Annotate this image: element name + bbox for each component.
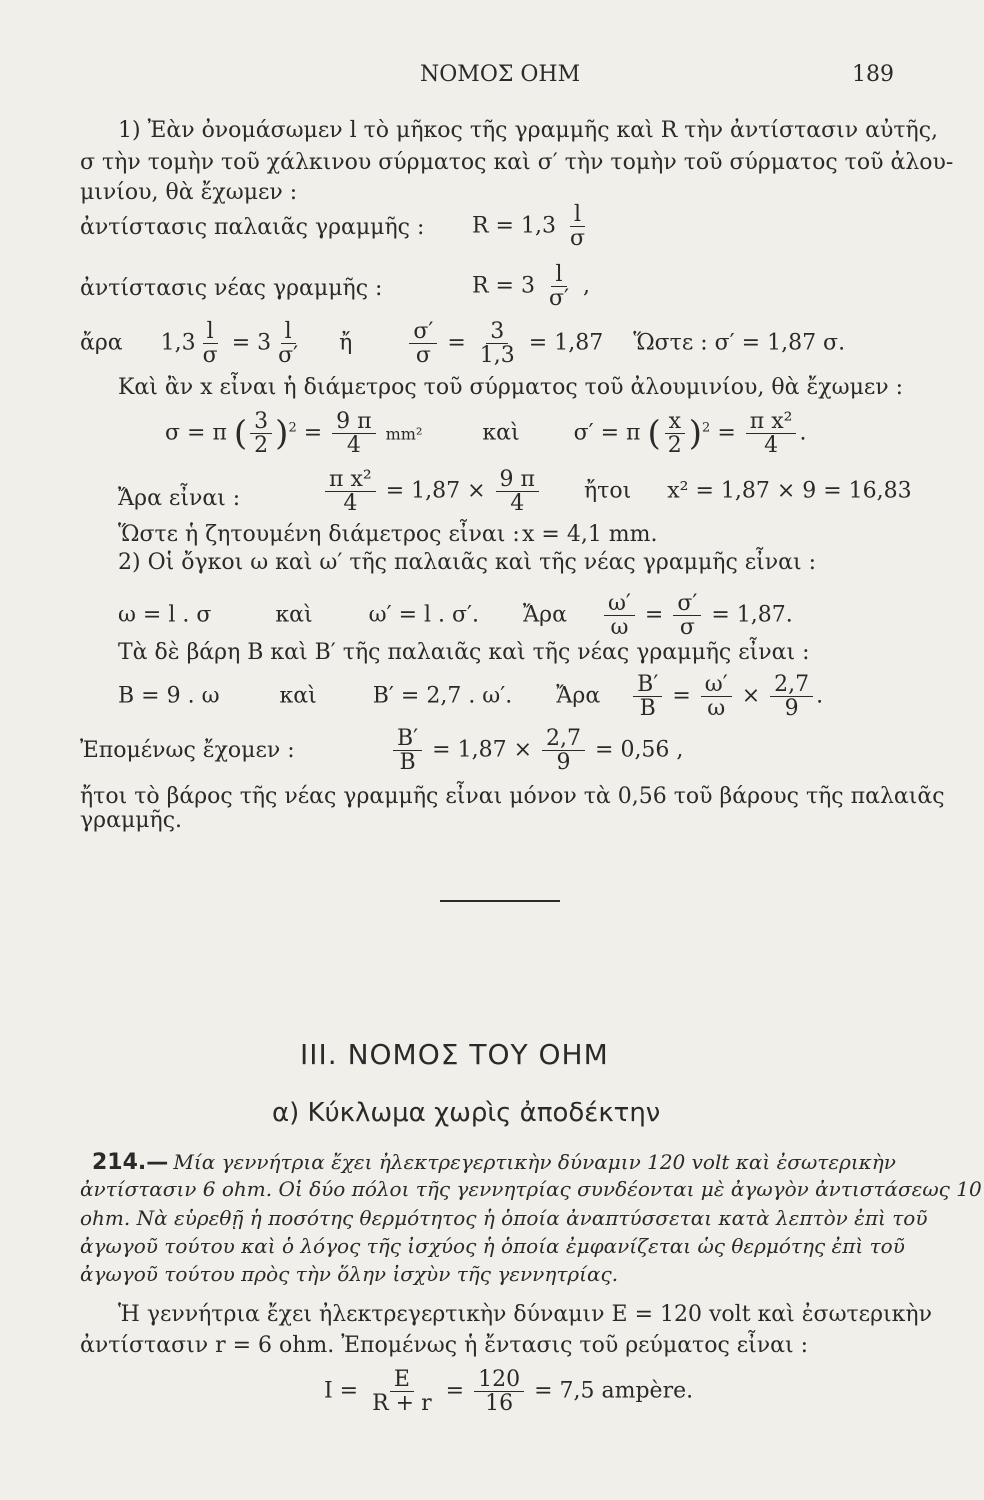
fraction <box>409 320 437 367</box>
fraction <box>746 410 797 457</box>
eq-term: καὶ <box>279 683 317 709</box>
numerator: 120 <box>474 1368 524 1392</box>
fraction <box>199 320 222 367</box>
eq-term: Ὥστε : σ′ = 1,87 σ. <box>633 330 846 356</box>
eq-term: ω′ = l . σ′. <box>368 602 480 628</box>
denominator: σ <box>415 343 431 369</box>
problem-line <box>92 1150 896 1175</box>
numerator: l <box>203 320 218 344</box>
eq-term: = <box>303 420 323 446</box>
text-line: Τὰ δὲ βάρη B καὶ B′ τῆς παλαιᾶς καὶ τῆς νέας γραμμῆς εἶναι : <box>118 640 810 665</box>
denominator: 2 <box>254 433 269 459</box>
eq-term: = 7,5 ampère. <box>534 1378 694 1404</box>
denominator: 9 <box>556 750 571 776</box>
fraction <box>274 320 302 367</box>
numerator: 3 <box>250 410 272 434</box>
text-line: μινίου, θὰ ἔχωμεν : <box>80 180 298 205</box>
numerator: E <box>390 1368 414 1392</box>
running-header-title: ΝΟΜΟΣ ΟΗΜ <box>420 62 581 87</box>
equation-label: Ὥστε ἡ ζητουμένη διάμετρος εἶναι : <box>118 522 520 547</box>
numerator: π x² <box>325 468 376 492</box>
equation-current <box>324 1368 693 1415</box>
fraction <box>701 673 732 720</box>
denominator: B <box>639 696 656 722</box>
fraction <box>393 727 422 774</box>
eq-term: R = 1,3 <box>472 213 556 239</box>
denominator: σ <box>679 615 695 641</box>
eq-term: × <box>741 683 761 709</box>
numerator: x <box>665 410 685 434</box>
unit: mm² <box>385 424 423 444</box>
denominator: 1,3 <box>479 343 515 369</box>
numerator: l <box>281 320 296 344</box>
numerator: 2,7 <box>542 727 585 751</box>
numerator: l <box>551 263 566 287</box>
page-number: 189 <box>852 62 894 87</box>
section-subtitle: α) Κύκλωμα χωρὶς ἀποδέκτην <box>272 1098 661 1128</box>
eq-term: = 3 <box>231 330 272 356</box>
paren-open: ( <box>647 413 661 454</box>
numerator: l <box>570 203 585 227</box>
eq-term: σ = π <box>165 420 227 446</box>
paren-close: ) <box>688 413 703 454</box>
eq-term: = 1,87 <box>528 330 604 356</box>
denominator: 9 <box>784 696 799 722</box>
numerator: ω′ <box>701 673 732 697</box>
section-divider <box>440 900 560 902</box>
text-line: ἤτοι τὸ βάρος τῆς νέας γραμμῆς εἶναι μόνον τὰ 0,56 τοῦ βάρους τῆς παλαιᾶς <box>80 784 945 809</box>
fraction <box>476 320 519 367</box>
exponent: 2 <box>288 420 297 436</box>
fraction <box>664 410 686 457</box>
numerator: 9 π <box>332 410 375 434</box>
denominator: σ <box>202 343 218 369</box>
eq-term: . <box>816 683 824 709</box>
numerator: σ′ <box>409 320 437 344</box>
eq-term: = <box>672 683 691 709</box>
equation-label: Ἐπομένως ἔχομεν : <box>80 738 295 763</box>
text-line: γραμμῆς. <box>80 808 183 833</box>
eq-term: 1,3 <box>160 330 196 356</box>
problem-text: Μία γεννήτρια ἔχει ἠλεκτρεγερτικὴν δύναμιν 120 volt καὶ ἐσωτερικὴν <box>173 1150 896 1174</box>
equation-cross-sections <box>165 410 806 457</box>
equation-volumes <box>118 592 793 639</box>
fraction <box>542 727 585 774</box>
equation-diameter <box>322 468 912 515</box>
numerator: ω′ <box>604 592 635 616</box>
denominator: R + r <box>372 1391 432 1417</box>
eq-term: Ἄρα <box>556 683 601 709</box>
eq-term: = <box>445 1378 465 1404</box>
denominator: σ <box>569 226 586 252</box>
eq-term: ἤ <box>339 330 353 356</box>
denominator: 4 <box>346 433 361 459</box>
denominator: 4 <box>343 491 358 517</box>
denominator: σ′ <box>548 286 569 312</box>
fraction <box>770 673 813 720</box>
denominator: 2 <box>667 433 682 459</box>
eq-term: σ′ = π <box>573 420 641 446</box>
denominator: 4 <box>764 433 779 459</box>
equation-label: ἀντίστασις παλαιᾶς γραμμῆς : <box>80 215 425 240</box>
eq-term: R = 3 <box>472 273 535 299</box>
problem-text: ohm. Νὰ εὑρεθῇ ἡ ποσότης θερμότητος ἡ ὁποία ἀναπτύσσεται κατὰ λεπτὸν ἐπὶ τοῦ <box>80 1206 928 1230</box>
fraction <box>496 468 539 515</box>
denominator: 4 <box>510 491 525 517</box>
numerator: B′ <box>633 673 662 697</box>
eq-term: I = <box>324 1378 359 1404</box>
text-line: Καὶ ἂν x εἶναι ἡ διάμετρος τοῦ σύρματος τοῦ ἀλουμινίου, θὰ ἔχωμεν : <box>118 375 904 400</box>
eq-term: = 1,87 × <box>385 478 486 504</box>
problem-number: 214.— <box>92 1150 169 1175</box>
eq-term: Ἄρα <box>523 602 567 628</box>
text-line: Ἡ γεννήτρια ἔχει ἠλεκτρεγερτικὴν δύναμιν E = 120 volt καὶ ἐσωτερικὴν <box>118 1302 932 1327</box>
denominator: ω <box>610 615 629 641</box>
problem-text: ἀγωγοῦ τούτου καὶ ὁ λόγος τῆς ἰσχύος ἡ ὁποία ἐμφανίζεται ὡς θερμότης ἐπὶ τοῦ <box>80 1234 905 1258</box>
numerator: 2,7 <box>770 673 813 697</box>
fraction <box>545 263 573 310</box>
problem-text: ἀγωγοῦ τούτου πρὸς τὴν ὅλην ἰσχὺν τῆς γεννητρίας. <box>80 1262 619 1286</box>
denominator: B <box>399 750 416 776</box>
section-title: III. ΝΟΜΟΣ ΤΟΥ ΟΗΜ <box>300 1038 609 1071</box>
numerator: 9 π <box>496 468 539 492</box>
text-line: 1) Ἐὰν ὀνομάσωμεν l τὸ μῆκος τῆς γραμμῆς καὶ R τὴν ἀντίστασιν αὐτῆς, <box>118 118 939 143</box>
equation-old-resistance <box>472 203 592 250</box>
eq-term: ἤτοι <box>583 478 632 504</box>
eq-term: καὶ <box>482 420 520 446</box>
eq-term: ω = l . σ <box>118 602 212 628</box>
equation-label: ἀντίστασις νέας γραμμῆς : <box>80 276 383 301</box>
fraction <box>673 592 701 639</box>
denominator: σ′ <box>278 343 299 369</box>
equation-new-resistance <box>472 263 590 310</box>
numerator: σ′ <box>673 592 701 616</box>
eq-term: B = 9 . ω <box>118 683 220 709</box>
equation-diameter-result: x = 4,1 mm. <box>522 522 658 547</box>
eq-term: = <box>447 330 466 356</box>
denominator: ω <box>707 696 726 722</box>
text-line: ἀντίστασιν r = 6 ohm. Ἐπομένως ἡ ἔντασις τοῦ ρεύματος εἶναι : <box>80 1333 809 1358</box>
text-line: 2) Οἱ ὄγκοι ω καὶ ω′ τῆς παλαιᾶς καὶ τῆς νέας γραμμῆς εἶναι : <box>118 550 817 575</box>
fraction <box>604 592 635 639</box>
fraction <box>566 203 589 250</box>
equation-weights <box>118 673 823 720</box>
equation-ratio <box>80 320 845 367</box>
exponent: 2 <box>702 420 711 436</box>
numerator: 3 <box>486 320 508 344</box>
numerator: π x² <box>746 410 797 434</box>
eq-term: , <box>583 273 590 299</box>
fraction <box>332 410 375 457</box>
paren-open: ( <box>233 413 248 454</box>
denominator: 16 <box>485 1391 514 1417</box>
problem-text: ἀντίστασιν 6 ohm. Οἱ δύο πόλοι τῆς γεννητρίας συνδέονται μὲ ἀγωγὸν ἀντιστάσεως 10 <box>80 1177 982 1201</box>
fraction <box>633 673 662 720</box>
eq-term: = 0,56 , <box>595 737 684 763</box>
paren-close: ) <box>275 413 289 454</box>
eq-term: = <box>717 420 736 446</box>
eq-term: = 1,87. <box>711 602 793 628</box>
fraction <box>325 468 376 515</box>
eq-term: = <box>644 602 664 628</box>
fraction <box>474 1368 524 1415</box>
equation-weight-ratio <box>390 727 683 774</box>
fraction <box>368 1368 436 1415</box>
eq-term: ἄρα <box>80 330 123 356</box>
eq-term: x² = 1,87 × 9 = 16,83 <box>667 478 912 504</box>
equation-label: Ἄρα εἶναι : <box>118 486 241 511</box>
fraction <box>250 410 272 457</box>
eq-term: = 1,87 × <box>432 737 533 763</box>
eq-term: . <box>799 420 807 446</box>
numerator: B′ <box>393 727 422 751</box>
text-line: σ τὴν τομὴν τοῦ χάλκινου σύρματος καὶ σ′ τὴν τομὴν τοῦ σύρματος τοῦ ἀλου- <box>80 150 954 175</box>
eq-term: καὶ <box>275 602 313 628</box>
eq-term: B′ = 2,7 . ω′. <box>372 683 513 709</box>
